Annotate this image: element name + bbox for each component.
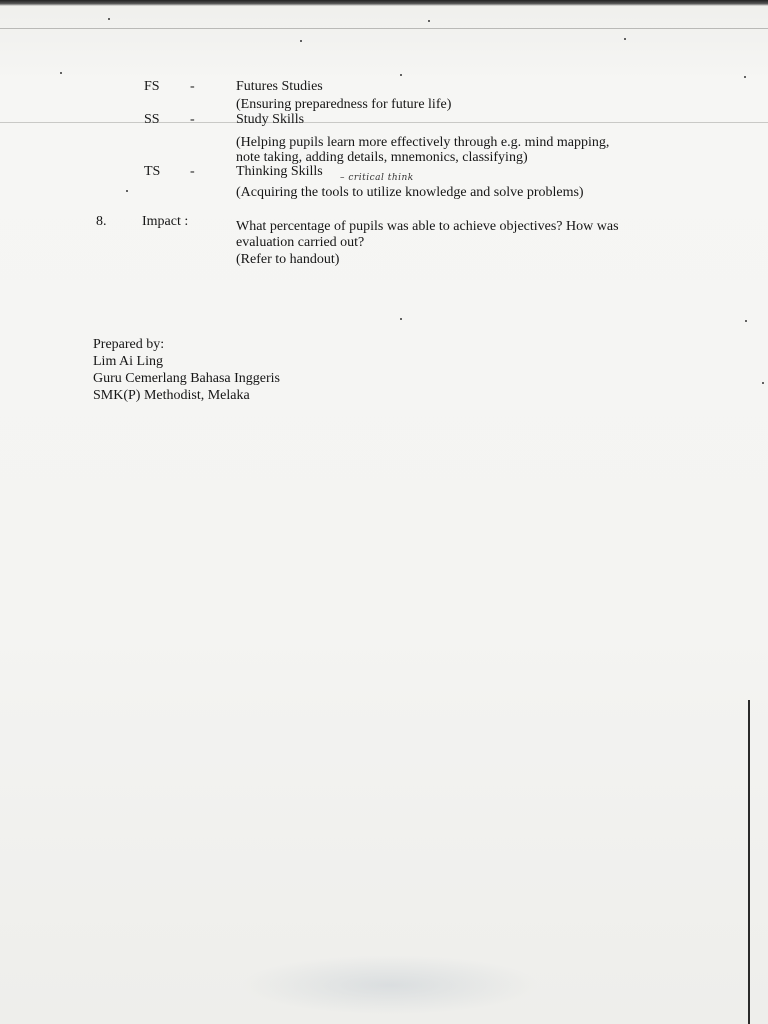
section-number: 8. [96,214,107,229]
item-ss-title: Study Skills [236,112,305,127]
section-line3: (Refer to handout) [236,252,340,267]
scan-right-edge [748,700,750,1024]
item-ts-description: (Acquiring the tools to utilize knowledge and solve problems) [236,185,584,200]
scan-speck [300,40,302,42]
item-ss-description-line1: (Helping pupils learn more effectively through e.g. mind mapping, [236,135,610,150]
scan-top-edge [0,0,768,6]
prepared-by-label: Prepared by: [93,337,165,352]
scan-artifact-line [0,28,768,29]
author-school: SMK(P) Methodist, Melaka [93,388,250,403]
item-ts-code: TS [144,164,161,179]
scan-artifact-line [0,122,768,123]
section-line1: What percentage of pupils was able to achieve objectives? How was [236,219,619,234]
scan-speck [400,74,402,76]
scan-speck [762,382,764,384]
handwritten-note: – critical think [340,173,414,183]
scan-speck [745,320,747,322]
item-fs-dash: - [190,79,195,94]
item-ts-dash: - [190,164,195,179]
section-line2: evaluation carried out? [236,235,365,250]
item-fs-code: FS [144,79,160,94]
scan-speck [60,72,62,74]
author-name: Lim Ai Ling [93,354,163,369]
section-label: Impact : [142,214,189,229]
scan-speck [428,20,430,22]
item-ss-code: SS [144,112,160,127]
scan-speck [126,190,128,192]
scan-speck [744,76,746,78]
author-title: Guru Cemerlang Bahasa Inggeris [93,371,280,386]
item-ss-description-line2: note taking, adding details, mnemonics, classifying) [236,150,528,165]
scan-speck [108,18,110,20]
item-ss-dash: - [190,112,195,127]
scan-speck [624,38,626,40]
item-fs-title: Futures Studies [236,79,323,94]
scan-speck [400,318,402,320]
item-fs-description: (Ensuring preparedness for future life) [236,97,452,112]
scan-smudge [240,955,540,1015]
item-ts-title: Thinking Skills [236,164,323,179]
